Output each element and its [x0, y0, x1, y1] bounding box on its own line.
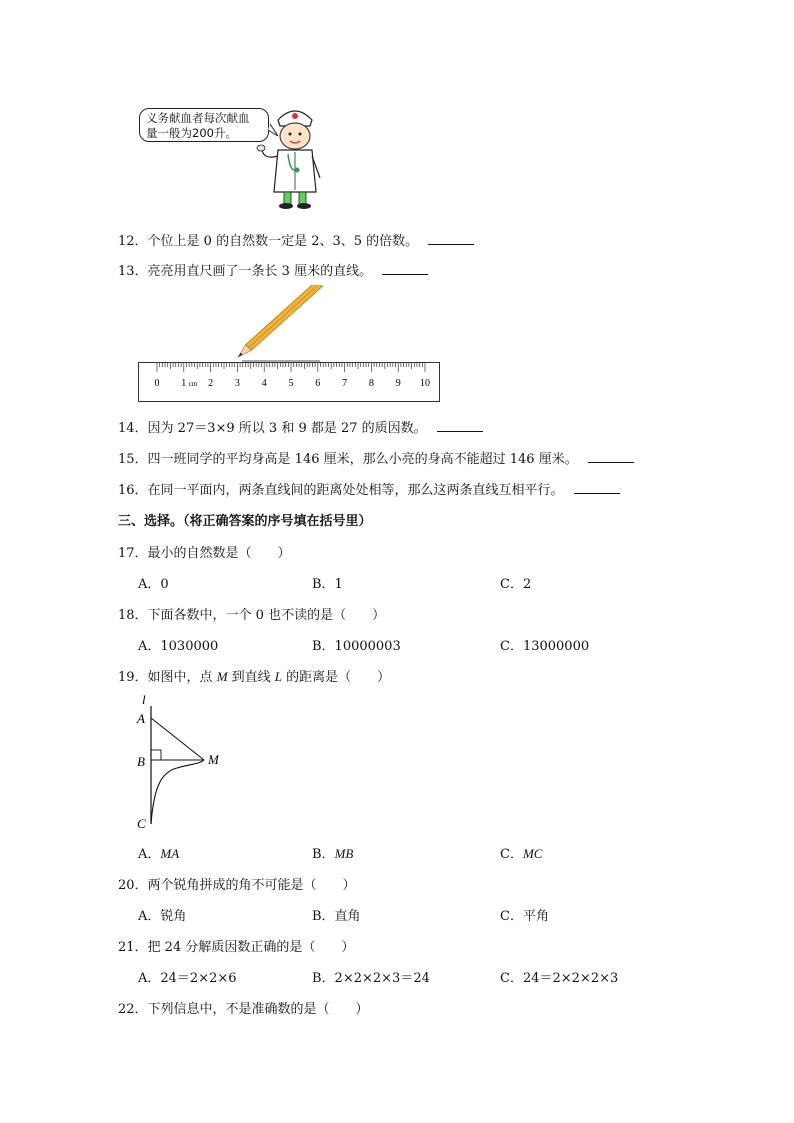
question-14: 14．因为 27＝3×9 所以 3 和 9 都是 27 的质因数。 — [118, 417, 483, 436]
question-15: 15．四一班同学的平均身高是 146 厘米，那么小亮的身高不能超过 146 厘米。 — [118, 448, 634, 467]
q18-option-b[interactable]: B．10000003 — [312, 639, 401, 654]
question-16: 16．在同一平面内，两条直线间的距离处处相等，那么这两条直线互相平行。 — [118, 479, 620, 498]
ruler-number: 5 — [288, 378, 294, 389]
answer-blank-13[interactable] — [382, 262, 428, 275]
ruler-number: 9 — [395, 378, 401, 389]
ruler-number: 4 — [261, 378, 267, 389]
label-C: C — [137, 816, 146, 831]
ruler-number: 3 — [234, 378, 240, 389]
answer-blank-12[interactable] — [428, 232, 474, 245]
q20-option-c[interactable]: C．平角 — [500, 909, 549, 924]
question-21-stem: 21．把 24 分解质因数正确的是（ ） — [118, 940, 355, 955]
pencil-icon — [228, 285, 328, 365]
section-3-heading: 三、选择。（将正确答案的序号填在括号里） — [118, 514, 372, 529]
ruler-number: 1 — [181, 378, 187, 389]
q17-option-b[interactable]: B．1 — [312, 577, 343, 592]
label-B: B — [137, 754, 145, 769]
q17-option-a[interactable]: A．0 — [138, 577, 169, 592]
ruler-number: 8 — [368, 378, 374, 389]
q21-option-b[interactable]: B．2×2×2×3＝24 — [312, 971, 430, 986]
q19-option-a[interactable]: A．MA — [138, 846, 180, 862]
question-12: 12．个位上是 0 的自然数一定是 2、3、5 的倍数。 — [118, 230, 474, 249]
answer-blank-15[interactable] — [588, 450, 634, 463]
ruler-number: 0 — [154, 378, 160, 389]
q17-option-c[interactable]: C．2 — [500, 577, 532, 592]
q21-option-c[interactable]: C．24＝2×2×2×3 — [500, 971, 619, 986]
ruler-number: 2 — [208, 378, 214, 389]
doctor-illustration — [250, 100, 330, 212]
q20-option-a[interactable]: A．锐角 — [138, 909, 187, 924]
question-18-stem: 18．下面各数中，一个 0 也不读的是（ ） — [118, 608, 386, 623]
ruler-number: 7 — [342, 378, 348, 389]
question-13: 13．亮亮用直尺画了一条长 3 厘米的直线。 — [118, 260, 428, 279]
label-M: M — [208, 752, 219, 767]
geometry-figure — [132, 690, 232, 835]
question-17-stem: 17．最小的自然数是（ ） — [118, 546, 291, 561]
ruler-number: 10 — [420, 378, 430, 389]
bubble-line-2: 量一般为200升。 — [146, 126, 237, 140]
bubble-line-1: 义务献血者每次献血 — [146, 111, 250, 125]
q19-option-b[interactable]: B．MB — [312, 846, 354, 862]
question-22-stem: 22．下列信息中，不是准确数的是（ ） — [118, 1002, 369, 1017]
answer-blank-16[interactable] — [574, 481, 620, 494]
q19-option-c[interactable]: C．MC — [500, 846, 543, 862]
q18-option-a[interactable]: A．1030000 — [138, 639, 219, 654]
answer-blank-14[interactable] — [437, 419, 483, 432]
q20-option-b[interactable]: B．直角 — [312, 909, 361, 924]
q21-option-a[interactable]: A．24＝2×2×6 — [138, 971, 237, 986]
ruler-number: 6 — [315, 378, 321, 389]
ruler-unit: cm — [188, 380, 198, 388]
label-A: A — [137, 711, 145, 726]
q18-option-c[interactable]: C．13000000 — [500, 639, 590, 654]
question-19-stem: 19．如图中，点 M 到直线 L 的距离是（ ） — [118, 669, 391, 685]
ruler — [138, 362, 440, 402]
label-l: l — [142, 692, 146, 707]
question-20-stem: 20．两个锐角拼成的角不可能是（ ） — [118, 878, 356, 893]
